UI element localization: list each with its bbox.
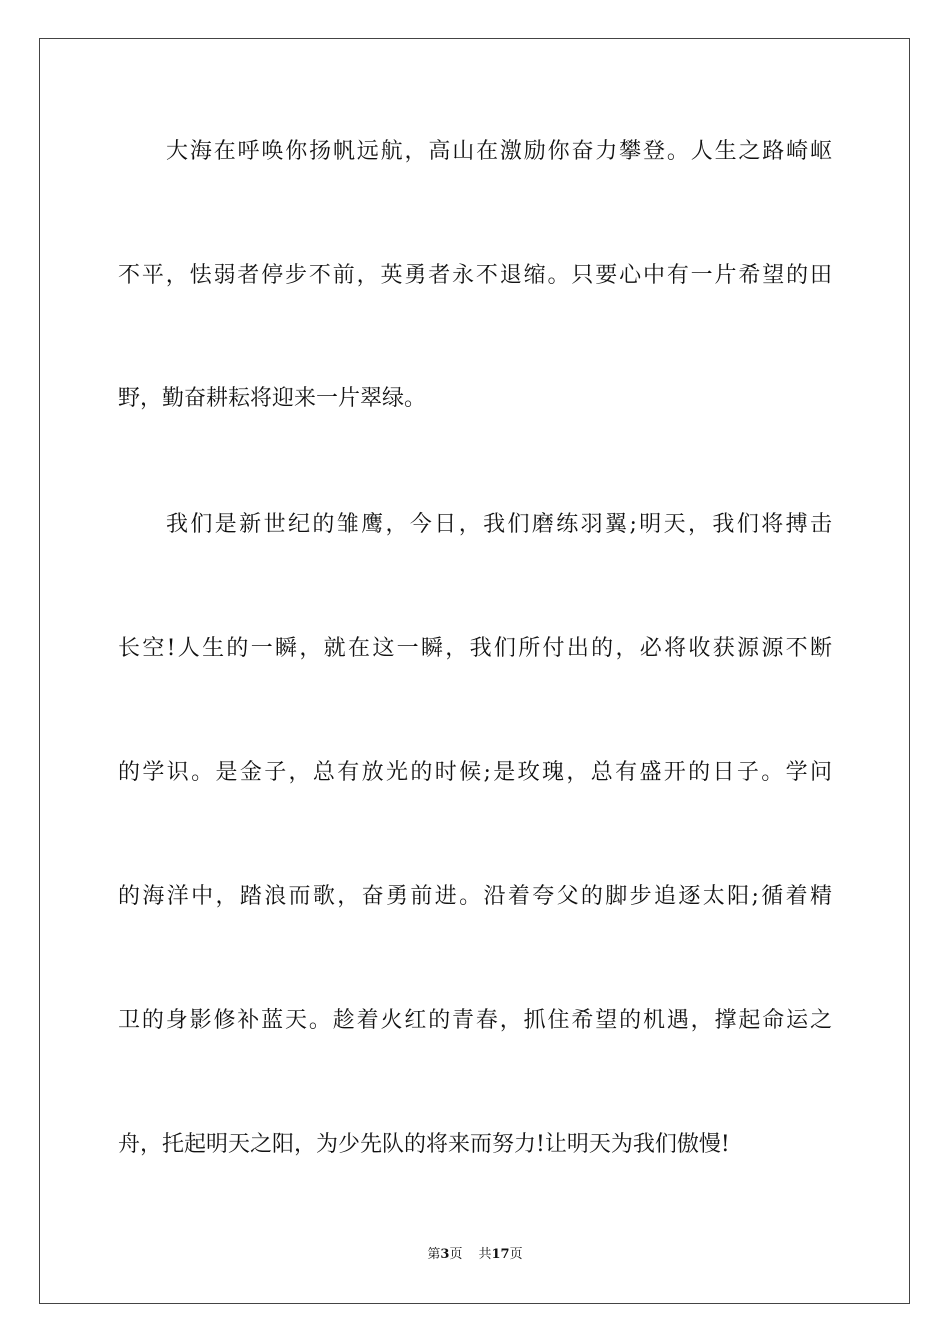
page-suffix: 页 (449, 1247, 463, 1262)
paragraph-2-line-2: 长空!人生的一瞬，就在这一瞬，我们所付出的，必将收获源源不断 (118, 636, 832, 661)
total-prefix: 共 (478, 1247, 492, 1262)
paragraph-1-line-3: 野，勤奋耕耘将迎来一片翠绿。 (118, 386, 427, 411)
paragraph-1-line-1: 大海在呼唤你扬帆远航，高山在激励你奋力攀登。人生之路崎岖 (166, 139, 832, 164)
total-suffix: 页 (509, 1247, 523, 1262)
paragraph-2-line-6: 舟，托起明天之阳，为少先队的将来而努力!让明天为我们傲慢! (118, 1132, 730, 1157)
page-prefix: 第 (427, 1247, 441, 1262)
paragraph-2-line-4: 的海洋中，踏浪而歌，奋勇前进。沿着夸父的脚步追逐太阳;循着精 (118, 884, 832, 909)
paragraph-2-line-3: 的学识。是金子，总有放光的时候;是玫瑰，总有盛开的日子。学问 (118, 760, 832, 785)
page-frame (39, 38, 910, 1304)
paragraph-1-line-2: 不平，怯弱者停步不前，英勇者永不退缩。只要心中有一片希望的田 (118, 263, 832, 288)
paragraph-2-line-1: 我们是新世纪的雏鹰，今日，我们磨练羽翼;明天，我们将搏击 (166, 512, 832, 537)
total-pages: 17 (491, 1247, 510, 1262)
page-number: 3 (440, 1247, 450, 1262)
paragraph-2-line-5: 卫的身影修补蓝天。趁着火红的青春，抓住希望的机遇，撑起命运之 (118, 1008, 832, 1033)
page-footer (0, 1245, 950, 1265)
